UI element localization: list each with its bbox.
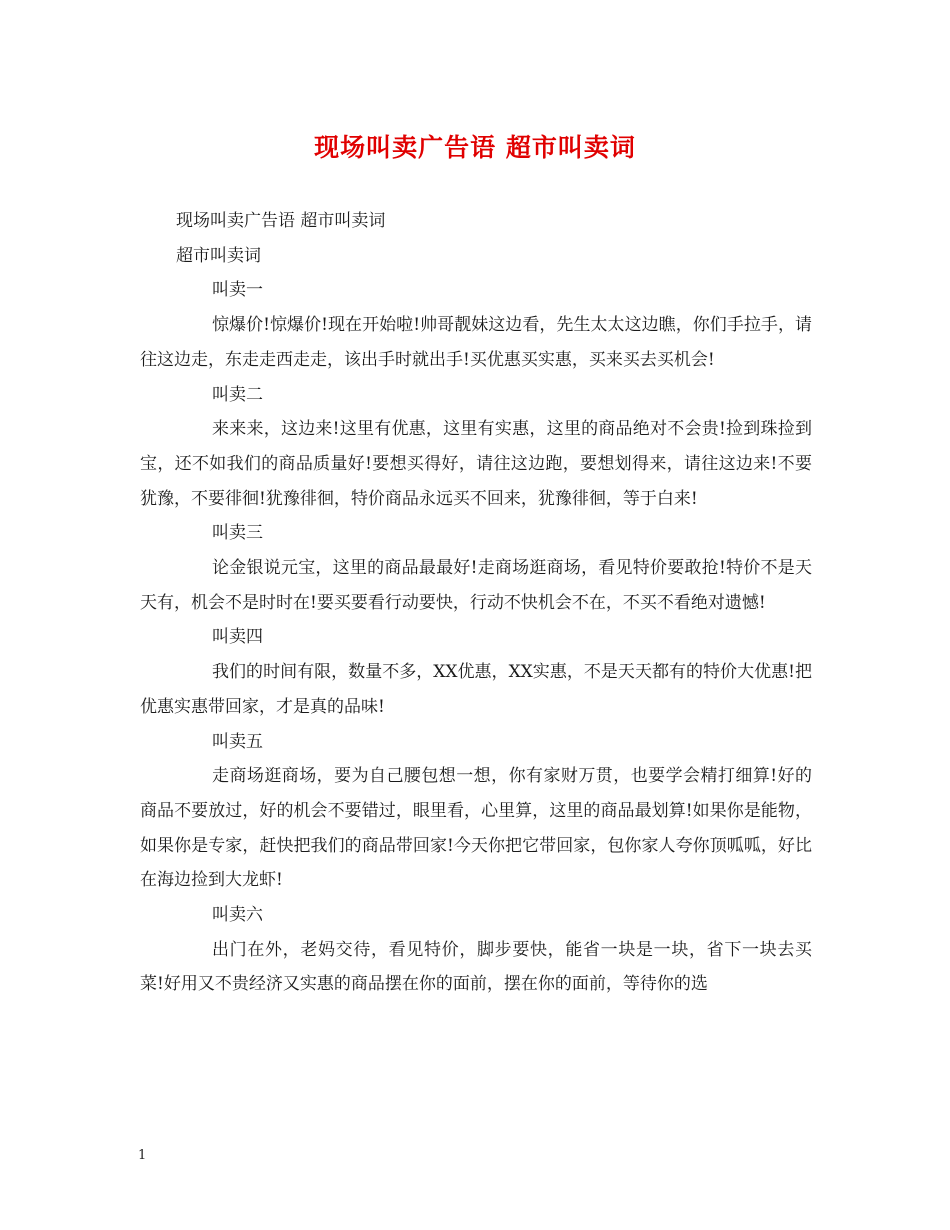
item-heading: 叫卖六 bbox=[212, 905, 263, 926]
item-heading: 叫卖二 bbox=[212, 384, 263, 405]
item-heading: 叫卖四 bbox=[212, 627, 263, 648]
page-number: 1 bbox=[138, 1148, 147, 1163]
document-body bbox=[140, 204, 812, 1002]
item-heading: 叫卖三 bbox=[212, 523, 263, 544]
document-title: 现场叫卖广告语 超市叫卖词 bbox=[314, 133, 636, 162]
item-heading: 叫卖五 bbox=[212, 731, 263, 752]
section-heading: 超市叫卖词 bbox=[176, 245, 261, 266]
item-paragraph: 我们的时间有限，数量不多，XX优惠，XX实惠，不是天天都有的特价大优惠!把优惠实惠带回家，才是真的品味! bbox=[140, 662, 812, 717]
item-heading: 叫卖一 bbox=[212, 280, 263, 301]
item-paragraph: 惊爆价!惊爆价!现在开始啦!帅哥靓妹这边看，先生太太这边瞧，你们手拉手，请往这边走，东走走西走走，该出手时就出手!买优惠买实惠，买来买去买机会! bbox=[140, 315, 812, 370]
intro-line: 现场叫卖广告语 超市叫卖词 bbox=[176, 211, 386, 231]
item-paragraph: 来来来，这边来!这里有优惠，这里有实惠，这里的商品绝对不会贵!捡到珠捡到宝，还不如我们的商品质量好!要想买得好，请往这边跑，要想划得来，请往这边来!不要犹豫，不要徘徊!犹豫徘徊，特价商品永远买不回来，犹豫徘徊，等于白来! bbox=[140, 419, 812, 509]
item-paragraph: 走商场逛商场，要为自己腰包想一想，你有家财万贯，也要学会精打细算!好的商品不要放过，好的机会不要错过，眼里看，心里算，这里的商品最划算!如果你是能物，如果你是专家，赶快把我们的商品带回家!今天你把它带回家，包你家人夸你顶呱呱，好比在海边捡到大龙虾! bbox=[140, 766, 812, 891]
item-paragraph: 出门在外，老妈交待，看见特价，脚步要快，能省一块是一块，省下一块去买菜!好用又不贵经济又实惠的商品摆在你的面前，摆在你的面前，等待你的选 bbox=[140, 939, 812, 995]
item-paragraph: 论金银说元宝，这里的商品最最好!走商场逛商场，看见特价要敢抢!特价不是天天有，机会不是时时在!要买要看行动要快，行动不快机会不在，不买不看绝对遗憾! bbox=[140, 558, 812, 613]
